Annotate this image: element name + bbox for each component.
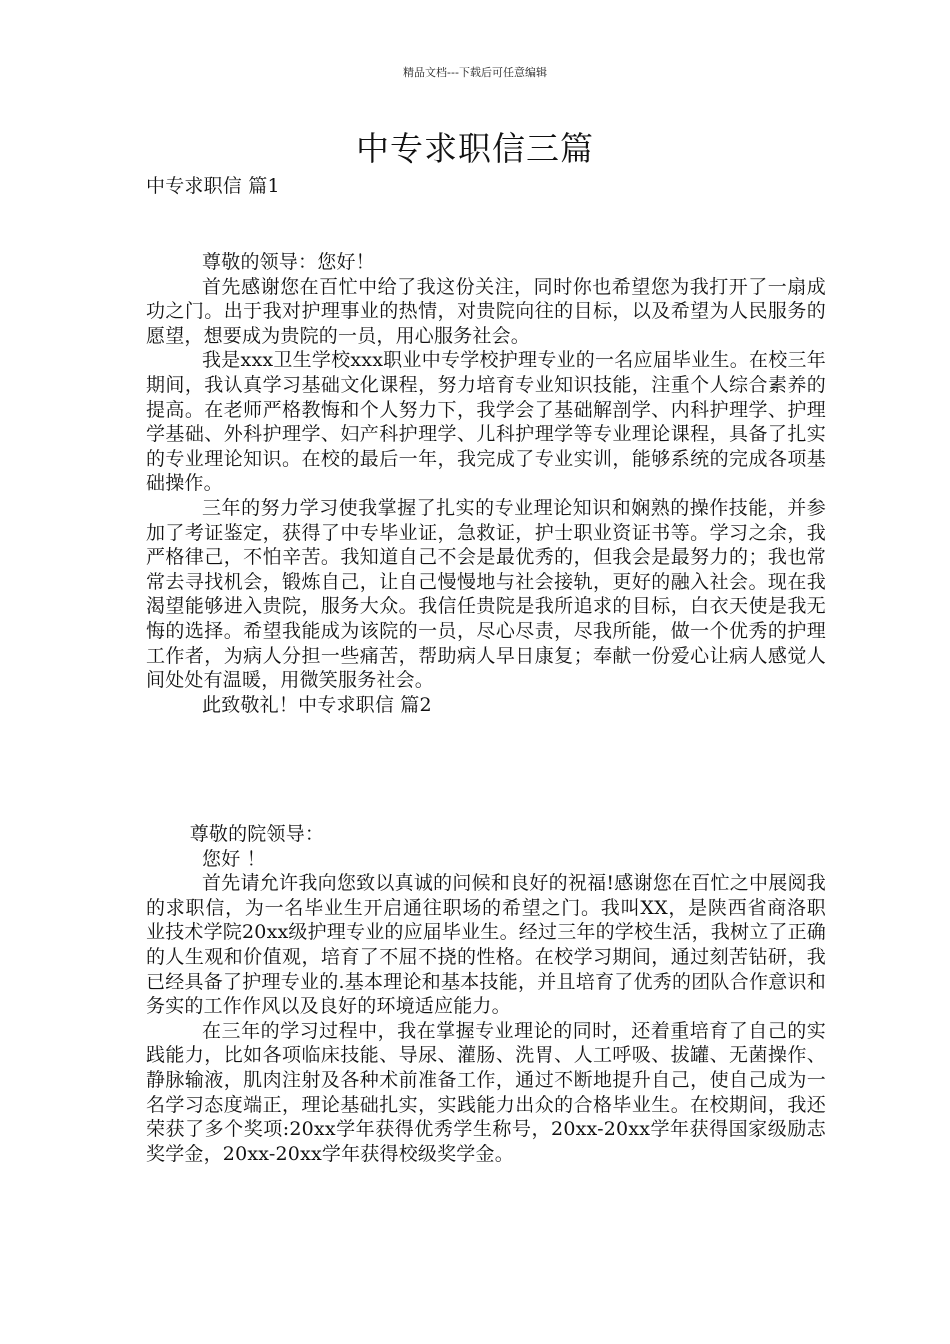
- section1-greeting: 尊敬的领导：您好！: [202, 251, 375, 273]
- document-title: 中专求职信三篇: [356, 129, 594, 168]
- section2-body: [146, 822, 826, 1166]
- section1-paragraph-2: 我是xxx卫生学校xxx职业中专学校护理专业的一名应届毕业生。在校三年期间，我认真学习基础文化课程，努力培育专业知识技能，注重个人综合素养的提高。在老师严格教悔和个人努力下，我学会了基础解剖学、内科护理学、护理学基础、外科护理学、妇产科护理学、儿科护理学等专业理论课程，具备了扎实的专业理论知识。在校的最后一年，我完成了专业实训，能够系统的完成各项基础操作。: [146, 349, 826, 495]
- section2-paragraph-1: 首先请允许我向您致以真诚的问候和良好的祝福!感谢您在百忙之中展阅我的求职信，为一名毕业生开启通往职场的希望之门。我叫XX，是陕西省商洛职业技术学院20xx级护理专业的应届毕业生。经过三年的学校生活，我树立了正确的人生观和价值观，培育了不屈不挠的性格。在校学习期间，通过刻苦钻研，我已经具备了护理专业的.基本理论和基本技能，并且培育了优秀的团队合作意识和务实的工作作风以及良好的环境适应能力。: [146, 872, 827, 1018]
- section1-paragraph-3: 三年的努力学习使我掌握了扎实的专业理论知识和娴熟的操作技能，并参加了考证鉴定，获得了中专毕业证，急救证，护士职业资证书等。学习之余，我严格律己，不怕辛苦。我知道自己不会是最优秀的，但我会是最努力的；我也常常去寻找机会，锻炼自己，让自己慢慢地与社会接轨，更好的融入社会。现在我渴望能够进入贵院，服务大众。我信任贵院是我所追求的目标，白衣天使是我无悔的选择。希望我能成为该院的一员，尽心尽责，尽我所能，做一个优秀的护理工作者，为病人分担一些痛苦，帮助病人早日康复；奉献一份爱心让病人感觉人间处处有温暖，用微笑服务社会。: [146, 496, 826, 692]
- header-note: 精品文档---下载后可任意编辑: [403, 66, 547, 79]
- section1-heading: 中专求职信 篇1: [146, 175, 280, 197]
- section1-paragraph-1: 首先感谢您在百忙中给了我这份关注，同时你也希望您为我打开了一扇成功之门。出于我对护理事业的热情，对贵院向往的目标，以及希望为人民服务的愿望，想要成为贵院的一员，用心服务社会。: [146, 275, 826, 347]
- section2-hello: 您好 ！: [202, 847, 266, 870]
- section1-body: [146, 250, 826, 717]
- section1-heading-block: [146, 174, 826, 199]
- section1-closing: 此致敬礼！中专求职信 篇2: [202, 693, 432, 716]
- section2-paragraph-2: 在三年的学习过程中，我在掌握专业理论的同时，还着重培育了自己的实践能力，比如各项临床技能、导尿、灌肠、洗胃、人工呼吸、拔罐、无菌操作、静脉输液，肌肉注射及各种术前准备工作，通过不断地提升自己，使自己成为一名学习态度端正，理论基础扎实，实践能力出众的合格毕业生。在校期间，我还荣获了多个奖项:20xx学年获得优秀学生称号，20xx-20xx学年获得国家级励志奖学金，20xx-20xx学年获得校级奖学金。: [146, 1019, 826, 1165]
- section2-greeting: 尊敬的院领导：: [189, 823, 325, 845]
